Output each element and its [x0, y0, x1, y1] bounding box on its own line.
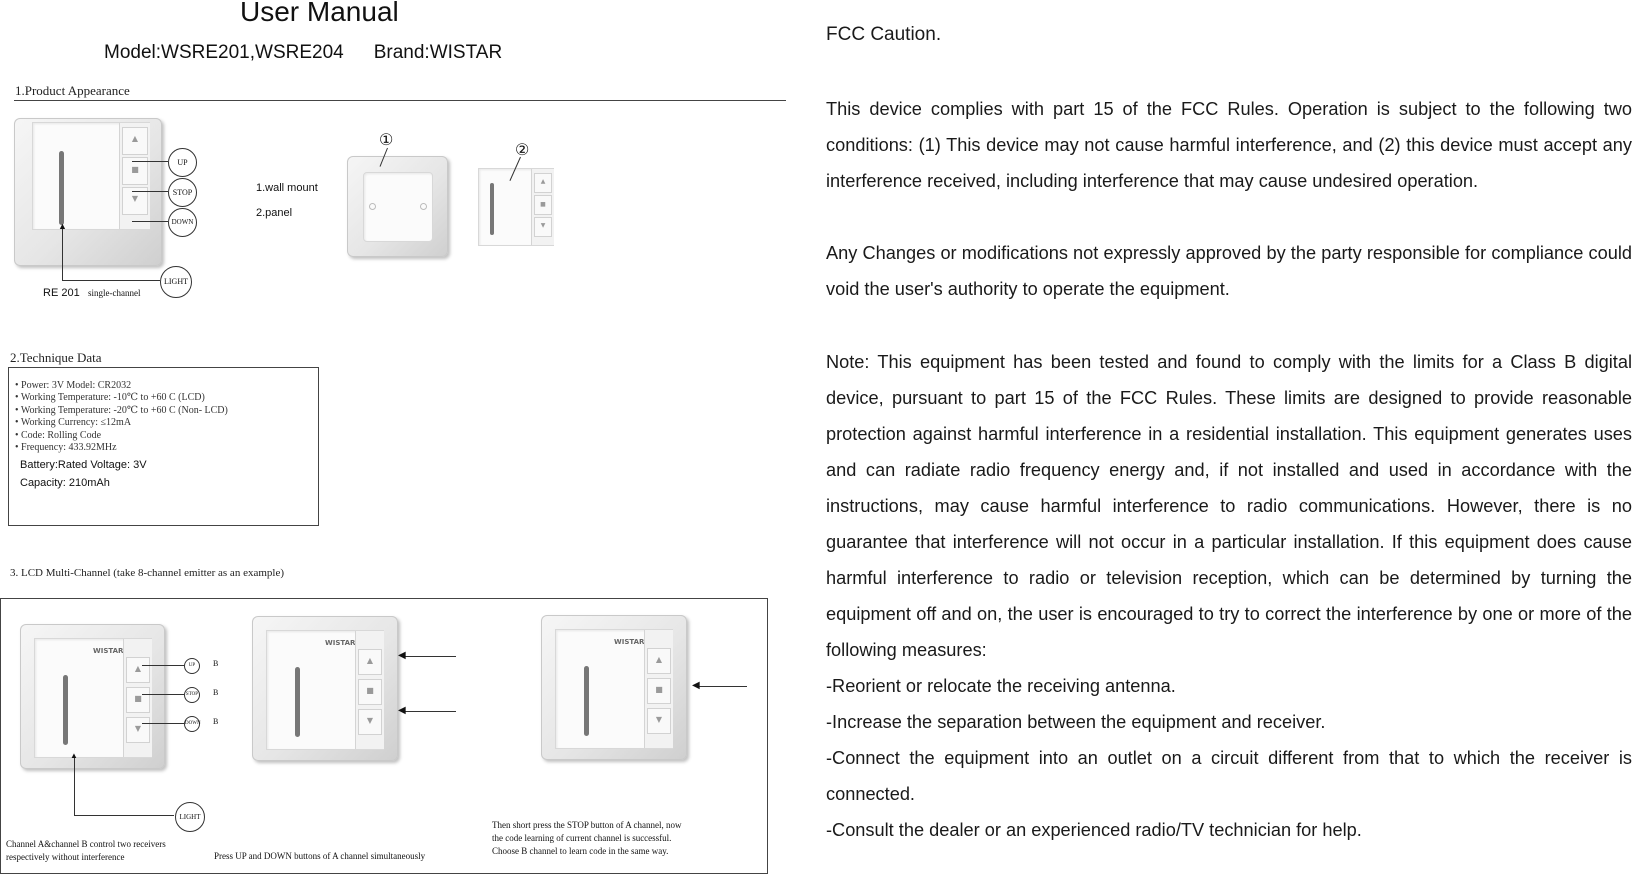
- remote-face: [32, 122, 150, 230]
- leader-line: [132, 191, 168, 192]
- fcc-paragraph-note: Note: This equipment has been tested and found to comply with the limits for a Class B digital device, pursuant to part 15 of the FCC Rules. These limits are designed to provide reasonable protection against harmful interference in a residential installation. This equipment generates uses and can radiate radio frequency energy and, if not installed and used in accordance with the instructions, may cause harmful interference to radio communications. However, there is no guarantee that interference will not occur in a particular installation. If this equipment does cause harmful interference to radio or television reception, which can be determined by turning the equipment off and on, the user is encouraged to try to correct the interference by one or more of the following measures:: [826, 352, 1632, 660]
- spec-power: • Power: 3V Model: CR2032: [15, 380, 132, 391]
- leader-line: [142, 665, 184, 666]
- document-title: User Manual: [240, 0, 399, 27]
- caption-channel-ab: [6, 838, 166, 864]
- screw-hole-icon: [369, 203, 376, 210]
- label-b: B: [213, 659, 219, 668]
- up-button-icon: ▲: [358, 649, 382, 675]
- multichannel-diagram-box: [0, 598, 768, 874]
- caption-press-up-down: Press UP and DOWN buttons of A channel simultaneously: [214, 851, 426, 861]
- spec-current: • Working Currency: ≤12mA: [15, 417, 132, 429]
- screw-hole-icon: [420, 203, 427, 210]
- multichannel-remote-3: [541, 615, 687, 760]
- arrow-line: [697, 686, 747, 687]
- arrow-left-icon: ◀: [398, 650, 406, 661]
- label-single-channel: single-channel: [88, 288, 141, 298]
- battery-voltage: Battery:Rated Voltage: 3V: [20, 459, 147, 472]
- callout-up: UP: [168, 148, 197, 177]
- up-button-icon: ▲: [647, 648, 671, 674]
- button-column: [123, 639, 152, 757]
- leader-line: [132, 221, 168, 222]
- caption-line: the code learning of current channel is successful.: [492, 833, 672, 843]
- down-button-icon: ▼: [126, 717, 150, 743]
- fcc-measure-item: -Reorient or relocate the receiving antenna.: [826, 676, 1176, 696]
- spec-list: [15, 380, 228, 492]
- callout-up: UP: [184, 658, 200, 674]
- up-button-icon: ▲: [122, 127, 148, 155]
- section-divider: [14, 100, 786, 101]
- caption-stop-learning: [492, 819, 681, 858]
- stop-button-icon: ■: [358, 679, 382, 705]
- fcc-paragraph-compliance: This device complies with part 15 of the FCC Rules. Operation is subject to the following two conditions: (1) This device may not cause harmful interference, and (2) this device must accept any interference received, including interference that may cause undesired operation.: [826, 99, 1632, 191]
- spec-frequency: • Frequency: 433.92MHz: [15, 442, 117, 454]
- legend-panel: 2.panel: [256, 207, 293, 219]
- callout-light: LIGHT: [175, 802, 205, 832]
- wistar-logo: WISTAR: [93, 647, 124, 655]
- spec-code: • Code: Rolling Code: [15, 429, 102, 441]
- leader-line: [62, 228, 63, 280]
- label-model-re201: RE 201: [43, 287, 80, 299]
- remote-re201-image: [14, 118, 162, 266]
- stop-button-icon: ■: [647, 678, 671, 704]
- leader-line: [74, 757, 75, 815]
- technique-data-box: [8, 367, 319, 526]
- led-slot: [63, 675, 68, 745]
- battery-capacity: Capacity: 210mAh: [20, 477, 110, 490]
- callout-light: LIGHT: [160, 266, 192, 298]
- down-button-icon: ▼: [358, 709, 382, 735]
- led-slot: [584, 666, 589, 736]
- arrow-left-icon: ◀: [398, 705, 406, 716]
- multichannel-remote-2: [252, 616, 398, 761]
- marker-2: ②: [515, 142, 530, 159]
- arrow-up-icon: ▲: [58, 221, 67, 231]
- up-button-icon: ▲: [534, 173, 552, 193]
- fcc-paragraph-changes: Any Changes or modifications not expressly approved by the party responsible for compliance could void the user's authority to operate the equipment.: [826, 243, 1632, 299]
- callout-down: DOWN: [184, 716, 200, 732]
- leader-line: [62, 280, 160, 281]
- section-heading-lcd-multichannel: 3. LCD Multi-Channel (take 8-channel emitter as an example): [10, 567, 284, 579]
- down-button-icon: ▼: [647, 708, 671, 734]
- spec-temp-lcd: • Working Temperature: -10℃ to +60 C (LCD): [15, 392, 205, 404]
- down-button-icon: ▼: [534, 217, 552, 237]
- caption-line: respectively without interference: [6, 852, 125, 862]
- wistar-logo: WISTAR: [614, 638, 645, 646]
- caption-line: Choose B channel to learn code in the same way.: [492, 846, 669, 856]
- fcc-measure-item: -Increase the separation between the equipment and receiver.: [826, 712, 1326, 732]
- caption-line: Channel A&channel B control two receivers: [6, 839, 166, 849]
- button-column: [119, 123, 150, 229]
- stop-button-icon: ■: [534, 195, 552, 215]
- panel-image: [478, 168, 554, 246]
- wistar-logo: WISTAR: [325, 639, 356, 647]
- remote-face: [34, 638, 152, 758]
- callout-down: DOWN: [168, 208, 197, 237]
- down-button-icon: ▼: [122, 187, 148, 215]
- arrow-line: [403, 656, 456, 657]
- arrow-up-icon: ▲: [70, 751, 78, 760]
- leader-line: [74, 815, 174, 816]
- led-slot: [490, 183, 494, 235]
- brand-text: Brand:WISTAR: [373, 42, 503, 63]
- spec-temp-non-lcd: • Working Temperature: -20℃ to +60 C (Non- LCD): [15, 404, 228, 416]
- stop-button-icon: ■: [122, 157, 148, 185]
- section-heading-technique-data: 2.Technique Data: [10, 350, 102, 365]
- leader-line: [142, 694, 184, 695]
- remote-face: [555, 629, 673, 749]
- arrow-left-icon: ◀: [692, 680, 700, 691]
- label-b: B: [213, 717, 219, 726]
- led-slot: [295, 667, 300, 737]
- fcc-measure-item: -Consult the dealer or an experienced radio/TV technician for help.: [826, 820, 1362, 840]
- model-brand-line: [104, 42, 502, 64]
- callout-stop: STOP: [168, 178, 197, 207]
- remote-face: [266, 630, 384, 750]
- callout-stop: STOP: [184, 687, 200, 703]
- fcc-title: FCC Caution.: [826, 24, 942, 45]
- leader-line: [142, 723, 184, 724]
- label-b: B: [213, 688, 219, 697]
- model-text: Model:WSRE201,WSRE204: [104, 42, 344, 63]
- legend-wall-mount: 1.wall mount: [256, 182, 318, 194]
- led-slot: [59, 151, 64, 225]
- fcc-measure-item: -Connect the equipment into an outlet on a circuit different from that to which the receiver is connected.: [826, 748, 1632, 804]
- wall-mount-image: [347, 156, 448, 257]
- button-column: [355, 631, 384, 749]
- section-heading-product-appearance: 1.Product Appearance: [15, 83, 130, 98]
- arrow-line: [403, 711, 456, 712]
- panel-button-column: [531, 169, 554, 245]
- wall-mount-center: [363, 172, 433, 242]
- up-button-icon: ▲: [126, 657, 150, 683]
- button-column: [644, 630, 673, 748]
- multichannel-remote-1: [20, 624, 165, 769]
- leader-line: [132, 161, 168, 162]
- stop-button-icon: ■: [126, 687, 150, 713]
- caption-line: Then short press the STOP button of A channel, now: [492, 820, 682, 830]
- marker-1: ①: [379, 132, 394, 149]
